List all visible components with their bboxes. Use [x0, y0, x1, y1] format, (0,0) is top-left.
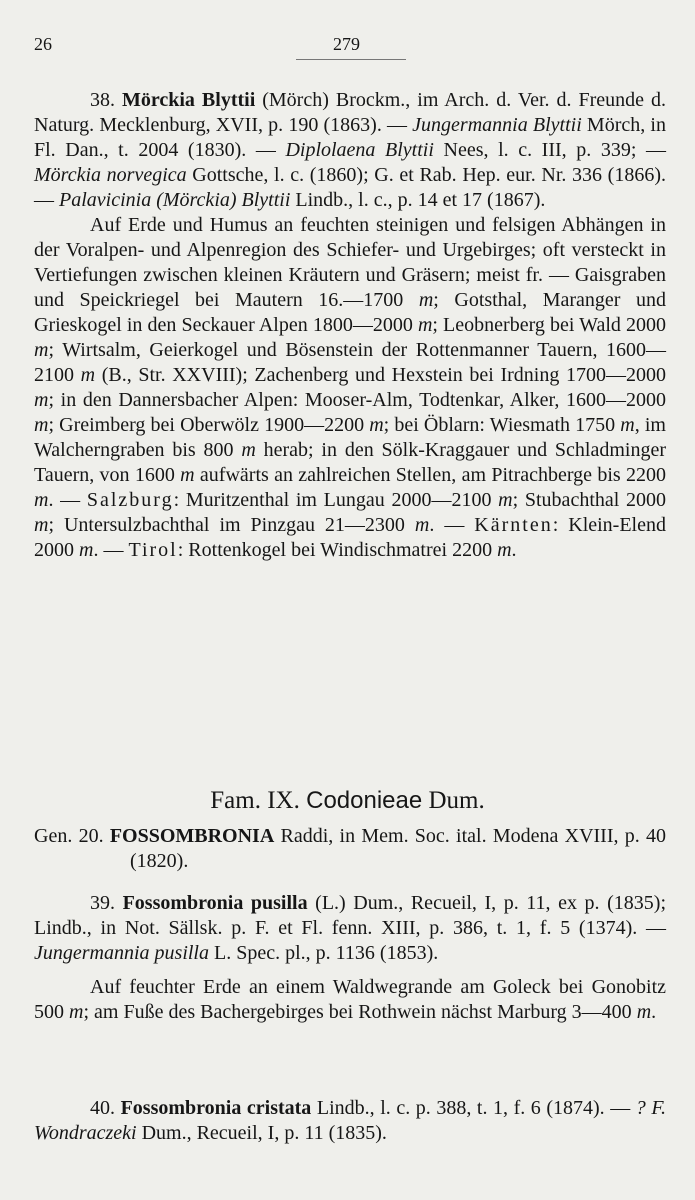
entry-38-habitat: Auf Erde und Humus an feuchten steinigen und felsigen Abhängen in der Voralpen- und Alpenregion des Schiefer- und Urgebirges; oft versteckt in Vertiefungen zwischen kleinen Kräutern und Gräsern; meist fr. — Gaisgraben und Speickriegel bei Mautern 16.—1700 m; Gotsthal, Maranger und Grieskogel in den Seckauer Alpen 1800—2000 m; Leobnerberg bei Wald 2000 m; Wirtsalm, Geierkogel und Bösenstein der Rottenmanner Tauern, 1600—2100 m (B., Str. XXVIII); Zachenberg und Hexstein bei Irdning 1700—2000 m; in den Dannersbacher Alpen: Mooser-Alm, Todtenkar, Alker, 1600—2000 m; Greimberg bei Oberwölz 1900—2200 m; bei Öblarn: Wiesmath 1750 m, im Walcherngraben bis 800 m herab; in den Sölk-Kraggauer und Schladminger Tauern, von 1600 m aufwärts an zahlreichen Stellen, am Pitrachberge bis 2200 m. — Salzburg: Muritzenthal im Lungau 2000—2100 m; Stubachthal 2000 m; Untersulzbachthal im Pinzgau 21—2300 m. — Kärnten: Klein-Elend 2000 m. — Tirol: Rottenkogel bei Windischmatrei 2200 m. [34, 214, 667, 561]
entry-39-habitat: Auf feuchter Erde an einem Waldwegrande am Goleck bei Gonobitz 500 m; am Fuße des Bachergebirges bei Rothwein nächst Marburg 3—400 m. [34, 976, 666, 1023]
left-page-number: 26 [34, 34, 52, 54]
region-tirol: Tirol [128, 539, 178, 561]
region-salzburg: Salzburg [86, 489, 174, 511]
region-kaernten: Kärnten [474, 514, 553, 536]
entry-40-name: Fossombronia cristata [120, 1097, 312, 1119]
genus-citation: Gen. 20. FOSSOMBRONIA Raddi, in Mem. Soc. ital. Modena XVIII, p. 40 (1820). [34, 825, 666, 872]
family-heading: Fam. IX. Codonieae Dum. [210, 787, 485, 814]
entry-40-citation: 40. Fossombronia cristata Lindb., l. c. p. 388, t. 1, f. 6 (1874). — ? F. Wondraczeki Dum., Recueil, I, p. 11 (1835). [34, 1097, 666, 1144]
family-name: Codonieae [306, 787, 423, 814]
genus-20 [34, 824, 666, 874]
entry-40 [34, 1096, 666, 1146]
entry-38-name: Mörckia Blyttii [121, 89, 256, 111]
header-rule [296, 59, 406, 60]
entry-39-citation: 39. Fossombronia pusilla (L.) Dum., Recueil, I, p. 11, ex p. (1835); Lindb., in Not. Sällsk. p. F. et Fl. fenn. XIII, p. 386, t. 1, f. 5 (1374). — Jungermannia pusilla L. Spec. pl., p. 1136 (1853). [34, 892, 667, 964]
entry-39-name: Fossombronia pusilla [122, 892, 308, 914]
entry-39 [34, 891, 666, 1025]
genus-name: FOSSOMBRONIA [109, 825, 275, 847]
center-page-number: 279 [333, 34, 360, 54]
entry-38 [34, 88, 666, 563]
entry-38-citation: 38. Mörckia Blyttii (Mörch) Brockm., im Arch. d. Ver. d. Freunde d. Naturg. Mecklenburg, XVII, p. 190 (1863). — Jungermannia Blyttii Mörch, in Fl. Dan., t. 2004 (1830). — Diplolaena Blyttii Nees, l. c. III, p. 339; — Mörckia norvegica Gottsche, l. c. (1860); G. et Rab. Hep. eur. Nr. 336 (1866). — Palavicinia (Mörckia) Blyttii Lindb., l. c., p. 14 et 17 (1867). [34, 89, 667, 211]
